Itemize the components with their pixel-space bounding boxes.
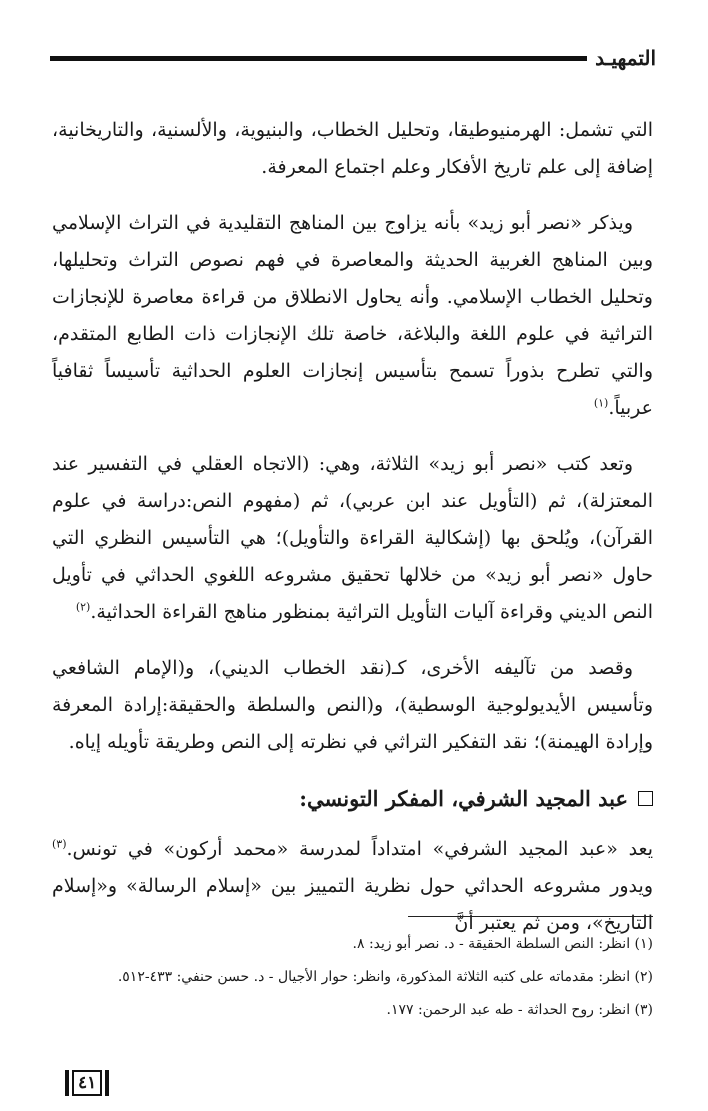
footnote-2: (٢) انظر: مقدماته على كتبه الثلاثة المذكورة، وانظر: حوار الأجيال - د. حسن حنفي: ٤٣٣-٥١٢. <box>117 969 653 985</box>
paragraph-5 <box>52 831 653 942</box>
square-bullet-icon <box>638 791 653 806</box>
footnote-ref: (١) <box>593 396 609 410</box>
paragraph-4 <box>52 650 653 761</box>
footnote-separator <box>408 916 653 917</box>
running-header <box>50 44 656 72</box>
header-rule <box>50 56 587 61</box>
footnote-ref: (٣) <box>52 837 67 851</box>
section-heading <box>52 780 653 817</box>
header-title: التمهيـد <box>595 46 656 70</box>
paragraph-text: ويدور مشروعه الحداثي حول نظرية التمييز بين «إسلام الرسالة» و«إسلام التاريخ»، ومن ثم يعتبر أنَّ <box>52 875 653 934</box>
paragraph-text: ويذكر «نصر أبو زيد» بأنه يزاوج بين المناهج التقليدية في التراث الإسلامي وبين المناهج الغربية الحديثة والمعاصرة في فهم نصوص التراث وتحليلها، وتحليل الخطاب الإسلامي. وأنه يحاول الانطلاق من قراءة معاصرة للإنجازات التراثية في علوم اللغة والبلاغة، خاصة تلك الإنجازات ذات الطابع المتقدم، والتي تطرح بذوراً تسمح بتأسيس إنجازات العلوم الحداثية تأسيساً ثقافياً عربياً. <box>52 212 653 419</box>
page-number <box>65 1070 109 1096</box>
paragraph-3 <box>52 446 653 631</box>
footnote-1: (١) انظر: النص السلطة الحقيقة - د. نصر أبو زيد: ٨. <box>352 936 653 952</box>
paragraph-2 <box>52 205 653 427</box>
paragraph-1 <box>52 112 653 186</box>
page-number-bar <box>105 1070 109 1096</box>
page-number-bar <box>65 1070 69 1096</box>
main-body <box>52 112 653 961</box>
footnotes <box>60 928 653 1027</box>
paragraph-text: التي تشمل: الهرمنيوطيقا، وتحليل الخطاب، والبنيوية، والألسنية، والتاريخانية، إضافة إلى علم تاريخ الأفكار وعلم اجتماع المعرفة. <box>52 119 653 178</box>
section-heading-text: عبد المجيد الشرفي، المفكر التونسي: <box>299 786 628 811</box>
paragraph-text: وقصد من تآليفه الأخرى، كـ(نقد الخطاب الديني)، و(الإمام الشافعي وتأسيس الأيديولوجية الوسطية)، و(النص والسلطة والحقيقة:إرادة المعرفة وإرادة الهيمنة)؛ نقد التفكير التراثي في نظرته إلى النص وطريقة تأويله إياه. <box>52 657 653 753</box>
footnote-3: (٣) انظر: روح الحداثة - طه عبد الرحمن: ١٧٧. <box>386 1002 653 1018</box>
footnote-ref: (٢) <box>75 600 91 614</box>
paragraph-text: يعد «عبد المجيد الشرفي» امتداداً لمدرسة «محمد أركون» في تونس. <box>66 838 653 860</box>
page-number-text: ٤١ <box>72 1070 102 1096</box>
paragraph-text: وتعد كتب «نصر أبو زيد» الثلاثة، وهي: (الاتجاه العقلي في التفسير عند المعتزلة)، ثم (التأويل عند ابن عربي)، ثم (مفهوم النص:دراسة في علوم القرآن)، ويُلحق بها (إشكالية القراءة والتأويل)؛ هي التأسيس النظري التي حاول «نصر أبو زيد» من خلالها تحقيق مشروعه اللغوي الحداثي في تأويل النص الديني وقراءة آليات التأويل التراثية بمنظور مناهج القراءة الحداثية. <box>52 453 653 623</box>
